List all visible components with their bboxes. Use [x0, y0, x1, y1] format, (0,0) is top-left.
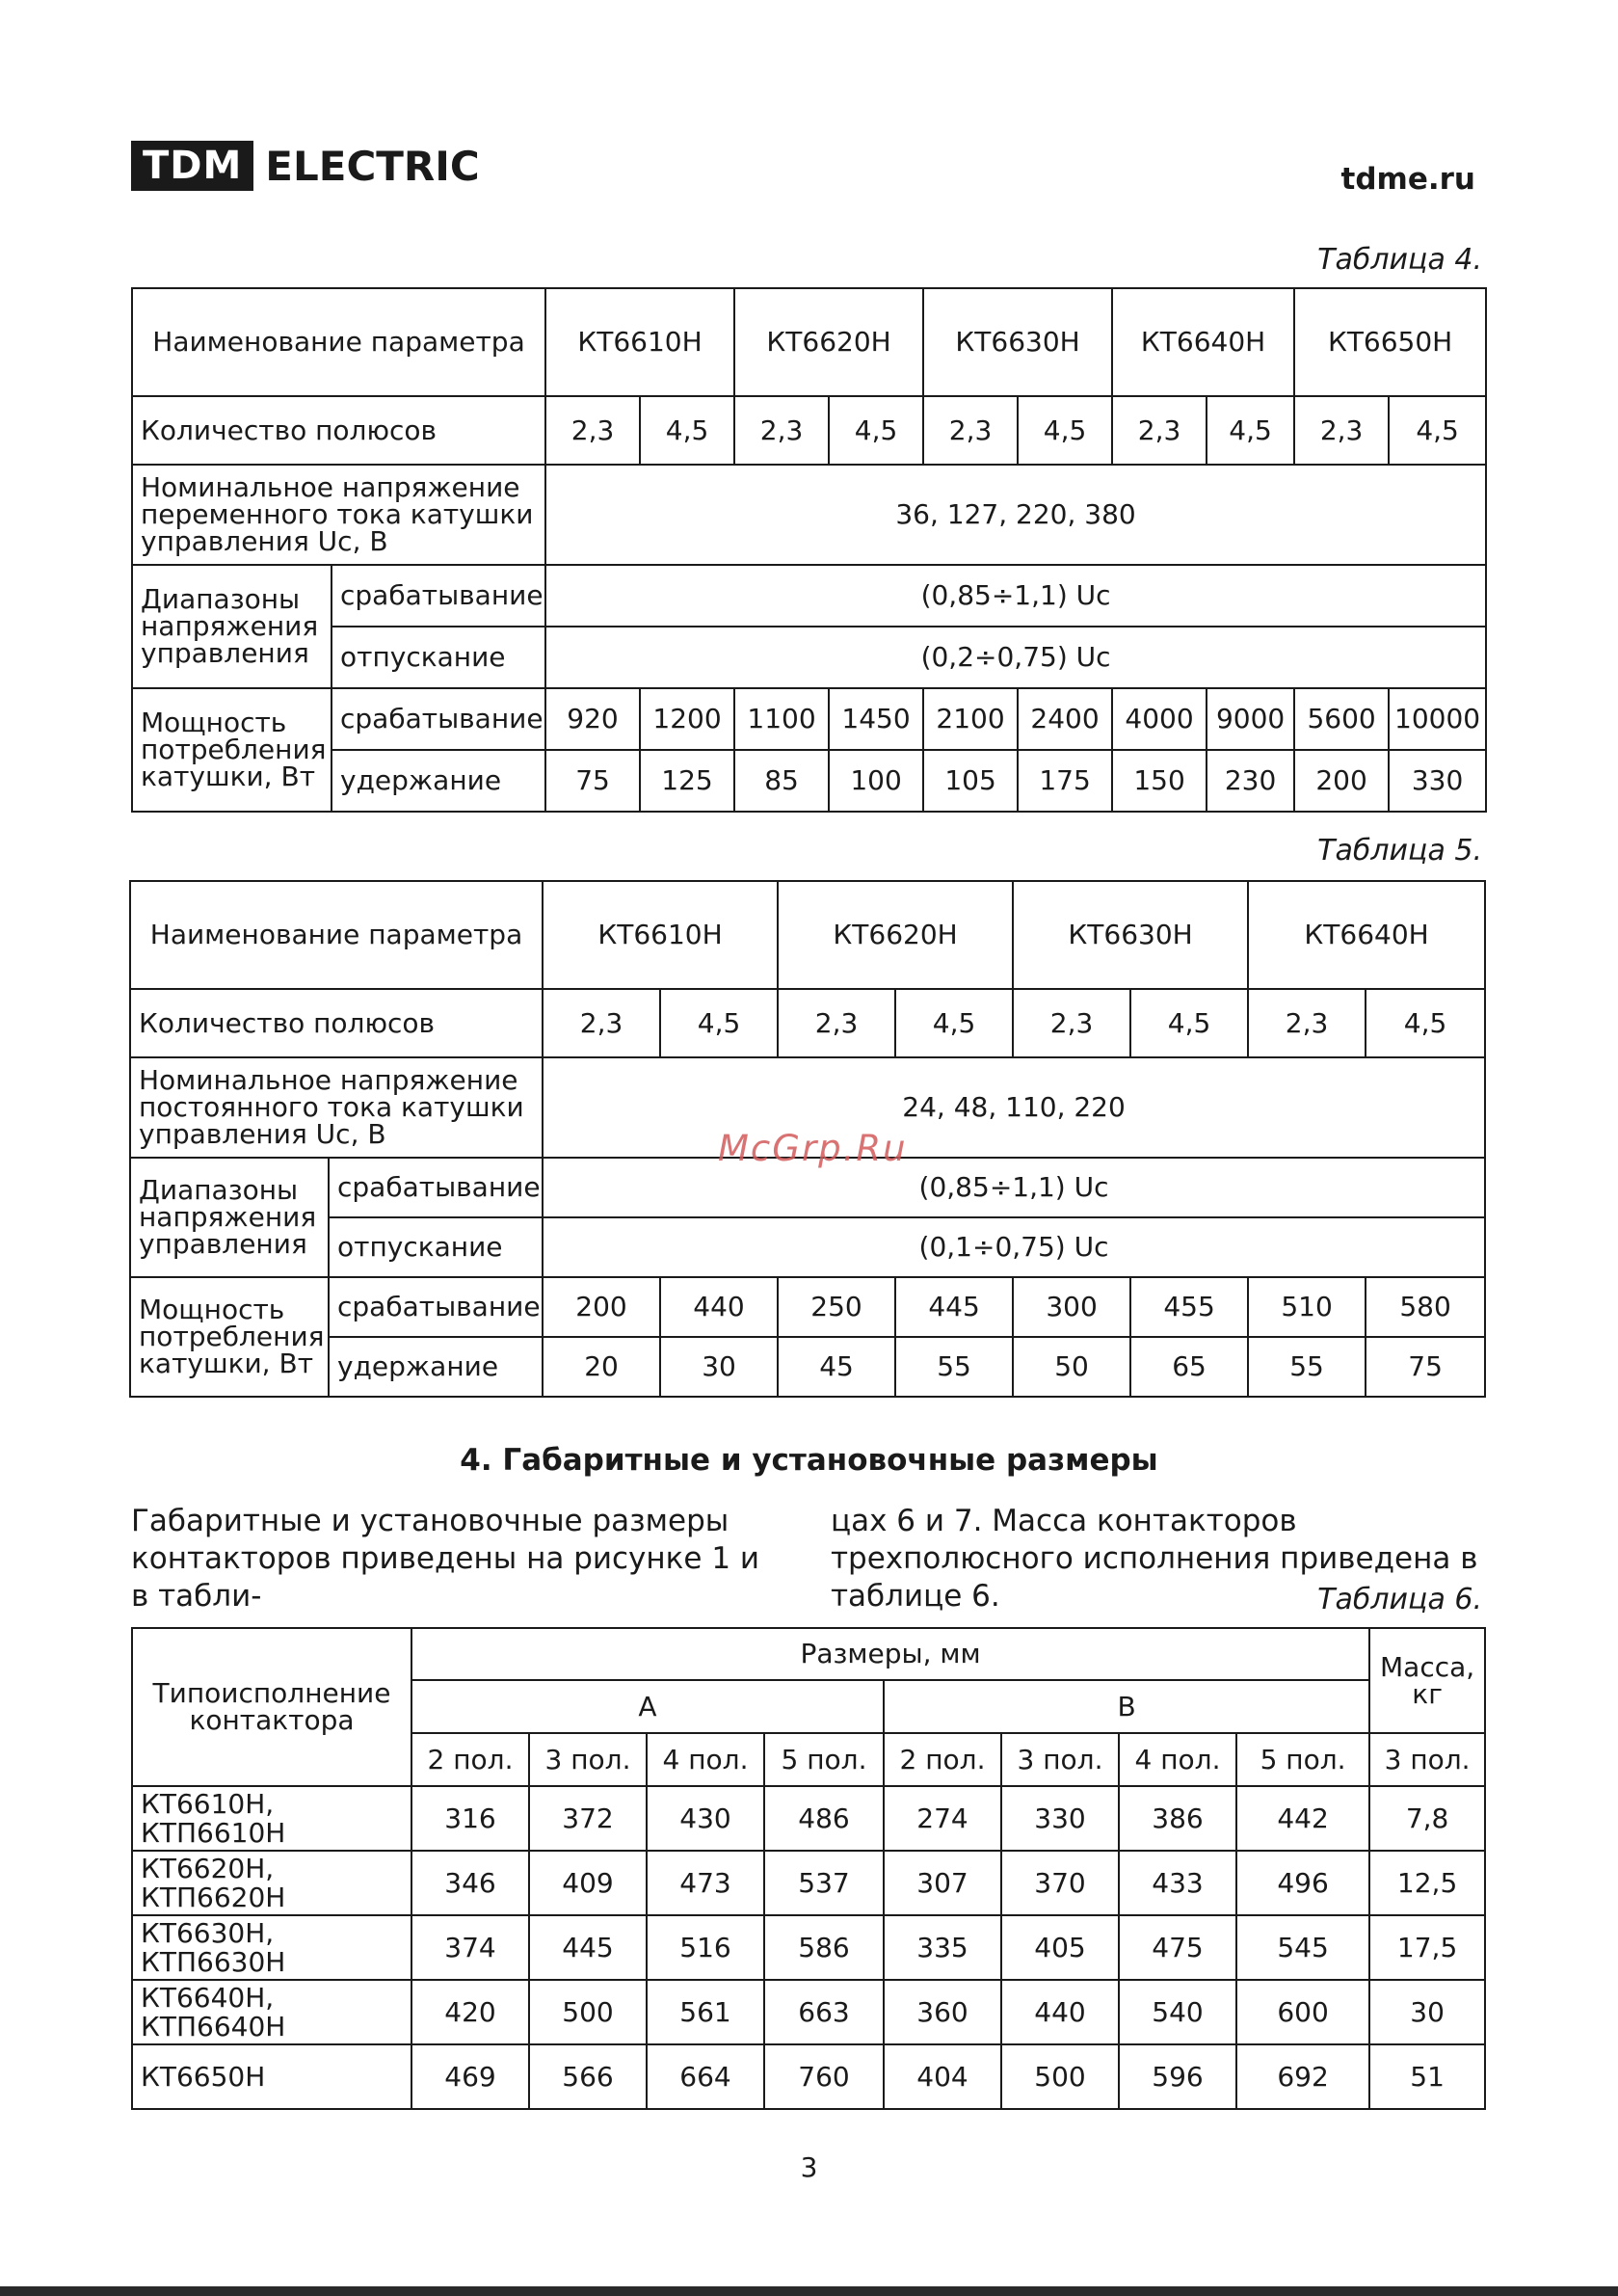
mass-label-cell: Масса, кг: [1369, 1628, 1485, 1733]
dim-b-cell: 433: [1119, 1851, 1236, 1915]
group-a-cell: А: [411, 1680, 884, 1733]
logo-box: TDM: [131, 141, 253, 191]
poles-value-cell: 2,3: [923, 396, 1018, 465]
power-pickup-value-cell: 200: [543, 1277, 660, 1337]
type-name-cell: КТ6620Н, КТП6620Н: [132, 1851, 411, 1915]
table5-power-hold-row: [130, 1337, 1485, 1397]
sub-mass-cell: 3 пол.: [1369, 1733, 1485, 1786]
header-label-cell: Наименование параметра: [132, 288, 545, 396]
power-pickup-value-cell: 1200: [640, 688, 734, 750]
table4: [131, 287, 1487, 813]
dim-a-cell: 760: [764, 2044, 884, 2109]
power-hold-value-cell: 175: [1018, 750, 1112, 812]
table4-voltage-row: [132, 465, 1486, 565]
power-label-cell: Мощность потребления катушки, Вт: [132, 688, 332, 812]
sub-a-cell: 5 пол.: [764, 1733, 884, 1786]
poles-value-cell: 4,5: [660, 989, 778, 1057]
pickup-range-cell: (0,85÷1,1) Uc: [545, 565, 1486, 627]
paragraph-right: цах 6 и 7. Масса контакторов трехполюсного исполнения приведена в таблице 6.: [831, 1504, 1478, 1614]
model-header-cell: КТ6630Н: [1013, 881, 1248, 989]
sub-a-cell: 3 пол.: [529, 1733, 647, 1786]
type-name-cell: КТ6610Н, КТП6610Н: [132, 1786, 411, 1851]
poles-label-cell: Количество полюсов: [132, 396, 545, 465]
dim-a-cell: 430: [647, 1786, 764, 1851]
table5-release-range-row: [130, 1217, 1485, 1277]
power-pickup-value-cell: 440: [660, 1277, 778, 1337]
poles-value-cell: 2,3: [1013, 989, 1130, 1057]
table4-power-hold-row: [132, 750, 1486, 812]
dim-b-cell: 540: [1119, 1980, 1236, 2044]
table6-header-row-1: [132, 1628, 1485, 1680]
table6-caption: Таблица 6.: [1317, 1583, 1482, 1616]
power-hold-value-cell: 55: [895, 1337, 1013, 1397]
model-header-cell: КТ6610Н: [545, 288, 734, 396]
dim-b-cell: 404: [884, 2044, 1001, 2109]
voltage-value-cell: 36, 127, 220, 380: [545, 465, 1486, 565]
poles-value-cell: 4,5: [1207, 396, 1294, 465]
table6: [131, 1627, 1486, 2110]
poles-value-cell: 4,5: [895, 989, 1013, 1057]
site-url: tdme.ru: [1340, 162, 1475, 197]
dim-a-cell: 473: [647, 1851, 764, 1915]
dim-b-cell: 335: [884, 1915, 1001, 1980]
range-label-cell: Диапазоны напряжения управления: [130, 1158, 329, 1277]
sub-b-cell: 4 пол.: [1119, 1733, 1236, 1786]
pickup-range-cell: (0,85÷1,1) Uc: [543, 1158, 1485, 1217]
type-name-cell: КТ6650Н: [132, 2044, 411, 2109]
table4-header-row: [132, 288, 1486, 396]
bottom-rule: [0, 2286, 1618, 2296]
table4-body: [132, 288, 1486, 812]
poles-value-cell: 2,3: [778, 989, 895, 1057]
release-range-cell: (0,2÷0,75) Uc: [545, 627, 1486, 688]
release-label-cell: отпускание: [332, 627, 545, 688]
dims-label-cell: Размеры, мм: [411, 1628, 1369, 1680]
power-hold-value-cell: 50: [1013, 1337, 1130, 1397]
sub-b-cell: 5 пол.: [1236, 1733, 1369, 1786]
power-pickup-value-cell: 4000: [1112, 688, 1207, 750]
power-hold-value-cell: 65: [1130, 1337, 1248, 1397]
mass-value-cell: 51: [1369, 2044, 1485, 2109]
dim-a-cell: 372: [529, 1786, 647, 1851]
table-row: [132, 1786, 1485, 1851]
power-pickup-value-cell: 2100: [923, 688, 1018, 750]
power-hold-label-cell: удержание: [332, 750, 545, 812]
model-header-cell: КТ6620Н: [734, 288, 923, 396]
power-hold-value-cell: 100: [829, 750, 923, 812]
power-pickup-value-cell: 250: [778, 1277, 895, 1337]
poles-value-cell: 2,3: [545, 396, 640, 465]
dim-b-cell: 274: [884, 1786, 1001, 1851]
poles-value-cell: 2,3: [1112, 396, 1207, 465]
dim-a-cell: 537: [764, 1851, 884, 1915]
power-pickup-value-cell: 2400: [1018, 688, 1112, 750]
type-name-cell: КТ6640Н, КТП6640Н: [132, 1980, 411, 2044]
table5-header-row: [130, 881, 1485, 989]
dim-b-cell: 500: [1001, 2044, 1119, 2109]
pickup-label-cell: срабатывание: [329, 1158, 543, 1217]
poles-value-cell: 4,5: [1366, 989, 1485, 1057]
power-hold-value-cell: 75: [1366, 1337, 1485, 1397]
dim-b-cell: 370: [1001, 1851, 1119, 1915]
dim-a-cell: 374: [411, 1915, 529, 1980]
mass-value-cell: 7,8: [1369, 1786, 1485, 1851]
dim-b-cell: 545: [1236, 1915, 1369, 1980]
sub-a-cell: 2 пол.: [411, 1733, 529, 1786]
power-hold-value-cell: 330: [1389, 750, 1486, 812]
watermark: McGrp.Ru: [718, 1128, 908, 1169]
poles-value-cell: 4,5: [1389, 396, 1486, 465]
dim-a-cell: 409: [529, 1851, 647, 1915]
table-row: [132, 1851, 1485, 1915]
dim-a-cell: 586: [764, 1915, 884, 1980]
poles-value-cell: 4,5: [640, 396, 734, 465]
voltage-value-cell: 24, 48, 110, 220: [543, 1057, 1485, 1158]
power-pickup-value-cell: 1100: [734, 688, 829, 750]
dim-a-cell: 664: [647, 2044, 764, 2109]
dim-b-cell: 307: [884, 1851, 1001, 1915]
dim-a-cell: 445: [529, 1915, 647, 1980]
model-header-cell: КТ6620Н: [778, 881, 1013, 989]
model-header-cell: КТ6630Н: [923, 288, 1112, 396]
table4-caption: Таблица 4.: [1317, 243, 1482, 277]
poles-value-cell: 2,3: [1294, 396, 1389, 465]
table-row: [132, 2044, 1485, 2109]
brand-logo: [131, 141, 480, 191]
type-name-cell: КТ6630Н, КТП6630Н: [132, 1915, 411, 1980]
model-header-cell: КТ6640Н: [1248, 881, 1485, 989]
mass-value-cell: 17,5: [1369, 1915, 1485, 1980]
table-row: [132, 1980, 1485, 2044]
paragraph-left: Габаритные и установочные размеры контакторов приведены на рисунке 1 и в табли-: [131, 1504, 760, 1614]
dim-b-cell: 475: [1119, 1915, 1236, 1980]
range-label-cell: Диапазоны напряжения управления: [132, 565, 332, 688]
dim-b-cell: 600: [1236, 1980, 1369, 2044]
table4-power-pickup-row: [132, 688, 1486, 750]
poles-value-cell: 4,5: [1130, 989, 1248, 1057]
power-hold-value-cell: 105: [923, 750, 1018, 812]
table4-poles-row: [132, 396, 1486, 465]
dim-a-cell: 420: [411, 1980, 529, 2044]
mass-value-cell: 12,5: [1369, 1851, 1485, 1915]
table-row: [132, 1915, 1485, 1980]
power-pickup-value-cell: 455: [1130, 1277, 1248, 1337]
dim-b-cell: 596: [1119, 2044, 1236, 2109]
poles-value-cell: 2,3: [1248, 989, 1366, 1057]
power-pickup-value-cell: 510: [1248, 1277, 1366, 1337]
power-pickup-value-cell: 1450: [829, 688, 923, 750]
power-pickup-value-cell: 5600: [1294, 688, 1389, 750]
model-header-cell: КТ6610Н: [543, 881, 778, 989]
power-pickup-label-cell: срабатывание: [329, 1277, 543, 1337]
dim-b-cell: 440: [1001, 1980, 1119, 2044]
dim-b-cell: 692: [1236, 2044, 1369, 2109]
power-label-cell: Мощность потребления катушки, Вт: [130, 1277, 329, 1397]
poles-value-cell: 4,5: [1018, 396, 1112, 465]
power-pickup-label-cell: срабатывание: [332, 688, 545, 750]
power-pickup-value-cell: 10000: [1389, 688, 1486, 750]
table4-pickup-range-row: [132, 565, 1486, 627]
dim-b-cell: 330: [1001, 1786, 1119, 1851]
type-label-cell: Типоисполнение контактора: [132, 1628, 411, 1786]
voltage-label-cell: Номинальное напряжение постоянного тока катушки управления Uc, В: [130, 1057, 543, 1158]
power-hold-value-cell: 20: [543, 1337, 660, 1397]
dim-a-cell: 566: [529, 2044, 647, 2109]
power-hold-value-cell: 45: [778, 1337, 895, 1397]
dim-a-cell: 469: [411, 2044, 529, 2109]
logo-word: ELECTRIC: [265, 142, 480, 190]
sub-b-cell: 2 пол.: [884, 1733, 1001, 1786]
dim-b-cell: 386: [1119, 1786, 1236, 1851]
dim-a-cell: 486: [764, 1786, 884, 1851]
poles-value-cell: 2,3: [734, 396, 829, 465]
sub-b-cell: 3 пол.: [1001, 1733, 1119, 1786]
power-pickup-value-cell: 9000: [1207, 688, 1294, 750]
section-title: 4. Габаритные и установочные размеры: [460, 1443, 1158, 1478]
header-label-cell: Наименование параметра: [130, 881, 543, 989]
table5-poles-row: [130, 989, 1485, 1057]
pickup-label-cell: срабатывание: [332, 565, 545, 627]
dim-a-cell: 500: [529, 1980, 647, 2044]
page-number: 3: [800, 2151, 818, 2183]
dim-b-cell: 405: [1001, 1915, 1119, 1980]
group-b-cell: В: [884, 1680, 1369, 1733]
dim-a-cell: 316: [411, 1786, 529, 1851]
table4-release-range-row: [132, 627, 1486, 688]
power-hold-value-cell: 200: [1294, 750, 1389, 812]
power-pickup-value-cell: 300: [1013, 1277, 1130, 1337]
model-header-cell: КТ6650Н: [1294, 288, 1486, 396]
dim-a-cell: 561: [647, 1980, 764, 2044]
dim-a-cell: 663: [764, 1980, 884, 2044]
model-header-cell: КТ6640Н: [1112, 288, 1294, 396]
power-hold-value-cell: 30: [660, 1337, 778, 1397]
mass-value-cell: 30: [1369, 1980, 1485, 2044]
power-hold-value-cell: 85: [734, 750, 829, 812]
poles-value-cell: 2,3: [543, 989, 660, 1057]
table5-caption: Таблица 5.: [1317, 834, 1482, 868]
release-label-cell: отпускание: [329, 1217, 543, 1277]
table6-body: [132, 1628, 1485, 2109]
power-hold-value-cell: 75: [545, 750, 640, 812]
dim-a-cell: 346: [411, 1851, 529, 1915]
dim-a-cell: 516: [647, 1915, 764, 1980]
power-pickup-value-cell: 445: [895, 1277, 1013, 1337]
table5-power-pickup-row: [130, 1277, 1485, 1337]
power-hold-value-cell: 55: [1248, 1337, 1366, 1397]
release-range-cell: (0,1÷0,75) Uc: [543, 1217, 1485, 1277]
sub-a-cell: 4 пол.: [647, 1733, 764, 1786]
dim-b-cell: 360: [884, 1980, 1001, 2044]
power-hold-value-cell: 230: [1207, 750, 1294, 812]
dim-b-cell: 442: [1236, 1786, 1369, 1851]
power-pickup-value-cell: 920: [545, 688, 640, 750]
poles-label-cell: Количество полюсов: [130, 989, 543, 1057]
power-hold-value-cell: 150: [1112, 750, 1207, 812]
dim-b-cell: 496: [1236, 1851, 1369, 1915]
power-pickup-value-cell: 580: [1366, 1277, 1485, 1337]
power-hold-value-cell: 125: [640, 750, 734, 812]
poles-value-cell: 4,5: [829, 396, 923, 465]
power-hold-label-cell: удержание: [329, 1337, 543, 1397]
voltage-label-cell: Номинальное напряжение переменного тока катушки управления Uc, В: [132, 465, 545, 565]
